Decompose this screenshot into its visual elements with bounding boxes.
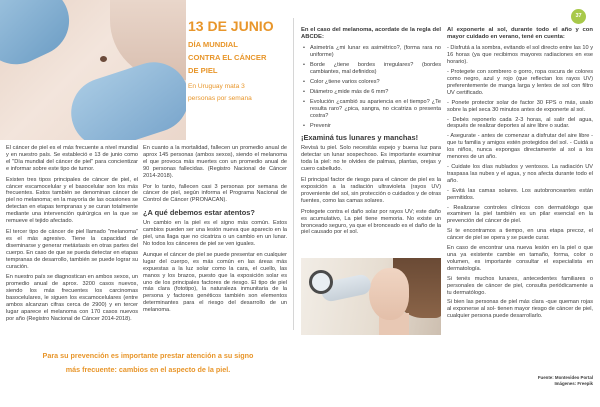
column-divider (293, 18, 294, 330)
credit-images: Imágenes: Freepik (554, 381, 593, 386)
section-heading: ¿A qué debemos estar atentos? (143, 208, 255, 218)
paragraph: El cáncer de piel es el más frecuente a nivel mundial y en nuestro país. Se estableció e 13 de junio como el "Día mundial del cáncer de piel" para concientizar e informar sobre este tipo de tumor. (6, 145, 138, 172)
list-item: • Borde ¿tiene bordes irregulares? (bordes cambiantes, mal definidos) (301, 62, 441, 76)
section-heading: ¡Examiná tus lunares y manchas! (301, 133, 419, 143)
paragraph: Aunque el cáncer de piel se puede presentar en cualquier lugar del cuerpo, es más común en las áreas más expuestas a la luz solar como la cara, el cuello, las manos y los brazos, puesto que la exposición solar es uno de los principales factores de riesgo. El tipo de piel más clara (fototipo), la naturaleza inmunitaria de la persona y factores genéticos también son elementos determinantes para el riesgo del desarrollo de un melanoma. (143, 251, 287, 314)
tip-item: - Cuidate los días nublados y ventosos. La radiación UV traspasa las nubes y el agua, y nos afecta durante todo el año. (447, 164, 593, 184)
credits (497, 375, 593, 387)
title-line-2: CONTRA EL CÁNCER (188, 53, 267, 62)
column-4 (447, 27, 593, 323)
paragraph: El tercer tipo de cáncer de piel llamado "melanoma" es el más agresivo. Tiene la capacidad de diseminarse y generar metástasis en otras partes del cuerpo. En caso de que se pueda detectar en etapas tempranas de desarrollo, también se puede lograr su curación. (6, 228, 138, 270)
title-note-2: personas por semana (188, 95, 252, 102)
tip-item: - Realizarse controles clínicos con dermatólogo que examinen la piel también es un pilar esencial en la prevención del cáncer de piel. (447, 204, 593, 225)
callout-quote (20, 349, 276, 377)
list-item: • Prevenir (301, 123, 441, 130)
paragraph: Un cambio en la piel es el signo más común. Estos cambios pueden ser una lesión nueva que aparecio en la piel, una llaga que no cicatriza o un cambio en un lunar. No todos los cánceres de piel se ven iguales. (143, 220, 287, 247)
tip-item: - Ponete protector solar de factor 30 FPS o más, usalo sobre la piel seca 30 minutos antes de exponerte al sol. (447, 99, 593, 113)
abcde-heading: En el caso del melanoma, acordate de la regla del ABCDE: (301, 27, 441, 41)
list-item: • Evolución ¿cambió su apariencia en el tiempo? ¿Te resulta raro? ¿pica, sangra, no cicatriza o presenta costra? (301, 99, 441, 120)
gloved-hand-bottom (62, 53, 186, 140)
tip-item: - Debés reponerlo cada 2-3 horas, al salir del agua, después de realizar deportes al aire libre o sudar. (447, 116, 593, 130)
list-item: • Diámetro ¿mide más de 6 mm? (301, 89, 441, 96)
title-date: 13 DE JUNIO (188, 18, 274, 34)
tip-item: - Protegete con sombrero o gorro, ropa oscura de colores como negro, azul y rojo (que reflectan los rayos UV) preferentemente de manga larga y lentes de sol con filtro UV certificado. (447, 69, 593, 96)
paragraph: Si tenés muchos lunares, antecedentes familiares o personales de cáncer de piel, consulta periódicamente a tu dermatólogo. (447, 275, 593, 296)
title-block (188, 18, 288, 105)
abcde-list (301, 45, 441, 129)
paragraph: En caso de encontrar una nueva lesión en la piel o que una ya existente cambie en tamaño, forma, color o volumen, es importante consultar el especialista en dermatología. (447, 245, 593, 272)
credit-source: Fuente: Montevideo Portal (537, 375, 593, 380)
sun-tips-heading: Al exponerte al sol, durante todo el año y con mayor cuidado en verano, tené en cuenta: (447, 27, 593, 41)
title-note-1: En Uruguay mata 3 (188, 83, 245, 90)
paragraph: El principal factor de riesgo para el cáncer de piel es la exposición a la radiación ultravioleta (rayos UV) proveniente del sol, sin protección o cuidados y de otras fuentes, como las camas solares. (301, 177, 441, 204)
paragraph: En cuanto a la mortalidad, fallecen un promedio anual de aprox 145 personas (ambos sexos), siendo el melanoma el que provoca más muertes con un promedio anual de 90 personas fallecidas. (Registro Nacional de Cáncer 2014-2018). (143, 145, 287, 179)
paragraph: Si bien las personas de piel más clara -que queman rojas al exponerse al sol- tienen mayor riesgo de cáncer de piel, cualquier persona puede desarrollarlo. (447, 299, 593, 320)
tip-item: - Disfrutá a la sombra, evitando el sol directo entre las 10 y 16 horas (ya que recibimos mayores radiaciones en ese horario). (447, 45, 593, 66)
dermatoscope-icon (309, 270, 333, 294)
gloved-hand-top (0, 0, 81, 76)
paragraph: Revisá tu piel. Solo necesitás espejo y buena luz para detectar un lunar sospechoso. Es importante examinar toda la piel: no te olvides de palmas, plantas, orejas y cuero cabelludo. (301, 145, 441, 173)
column-2 (143, 145, 287, 318)
paragraph: En nuestro país se diagnostican en ambos sexos, un promedio anual de aprox. 3200 casos nuevos, siendo los más frecuentes los carcinomas basocelulares, le siguen los escamocelulares (entre ambos alcanzan cifras cerca de 2900) y en tercer lugar aparece el melanoma con 170 casos nuevos por año (Registro Nacional de Cáncer 2014-2018). (6, 274, 138, 322)
patient-face (369, 268, 409, 320)
mole-mark (100, 56, 107, 62)
paragraph: Por lo tanto, fallecen casi 3 personas por semana de cáncer de piel, según informa el Programa Nacional de Control de Cáncer (PRONACAN). (143, 183, 287, 204)
column-3 (301, 27, 441, 240)
tip-item: - Evitá las camas solares. Los autobronceantes están permitidos. (447, 187, 593, 201)
list-item: • Asimetría ¿mi lunar es asimétrico?, (forma rara no uniforme) (301, 45, 441, 59)
paragraph: Protegete contra el daño solar por rayos UV; este daño es acumulativo, La piel tiene memoria. No existe un bronceado seguro, ya que el bronceado es el daño de la piel causado por el sol. (301, 208, 441, 236)
paragraph: Si te encontramos a tiempo, en una etapa precoz, el cáncer de piel se opera y se puede curar. (447, 228, 593, 242)
title-line-3: DE PIEL (188, 66, 218, 75)
paragraph: Existen tres tipos principales de cáncer de piel, el cáncer escamocelular y el basocelular son los más frecuentes. Estos también se denominan cáncer de piel no melanoma; en la mayoría de las ocasiones se detectan en etapas tempranas y se curan totalmente mediante una intervención quirúrgica en la que se remueve el tejido afectado. (6, 176, 138, 225)
column-1 (6, 145, 138, 327)
hero-photo-skin-exam (0, 0, 186, 140)
callout-line-1: Para su prevención es importante prestar atención a su signo (42, 351, 254, 360)
title-line-1: DÍA MUNDIAL (188, 40, 238, 49)
photo-dermatology-exam (301, 258, 441, 335)
tip-item: - Asegurate - antes de comenzar a disfrutar del aire libre - que tu familia y amigos estén protegidos del sol. - Cuidá a los niños, nunca expongas directamente al sol a los menores de un año. (447, 133, 593, 161)
callout-line-2: más frecuente: cambios en el aspecto de la piel. (65, 365, 231, 374)
list-item: • Color ¿tiene varios colores? (301, 79, 441, 86)
page-number-badge: 37 (571, 9, 586, 24)
